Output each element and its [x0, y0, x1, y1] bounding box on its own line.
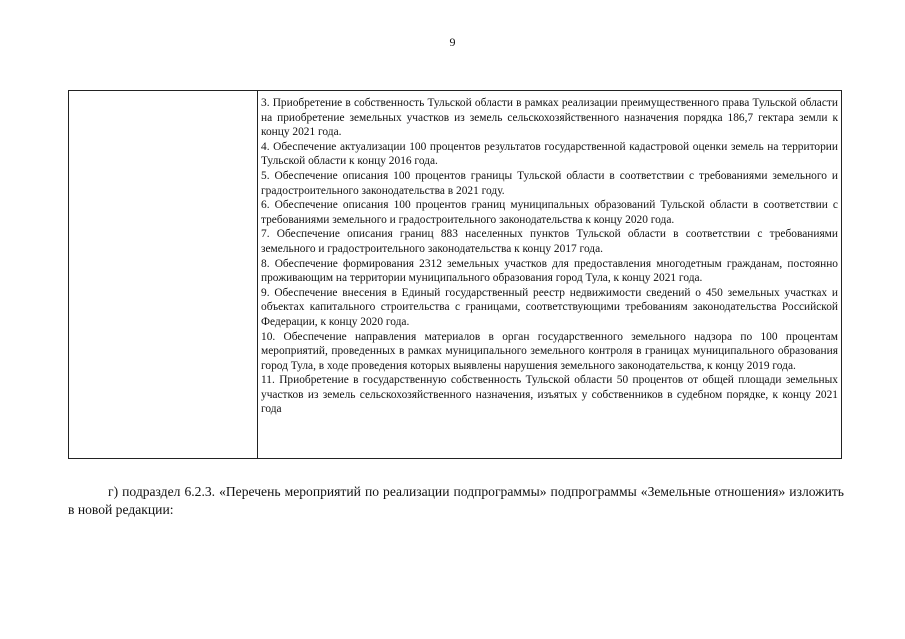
list-item: 11. Приобретение в государственную собственность Тульской области 50 процентов от общей площади земельных участков из земель сельскохозяйственного назначения, изъятых у собственников в судебном порядке, к концу 2021 года: [261, 374, 838, 416]
list-item: 4. Обеспечение актуализации 100 процентов результатов государственной кадастровой оценки земель на территории Тульской области к концу 2016 года.: [261, 140, 838, 168]
table-left-cell: [69, 91, 258, 458]
list-item: 9. Обеспечение внесения в Единый государственный реестр недвижимости сведений о 450 земельных участках и объектах капитального строительства с границами, соответствующими требованиям законодательства Российской Федерации, к концу 2020 года.: [261, 286, 838, 328]
list-item: 6. Обеспечение описания 100 процентов границ муниципальных образований Тульской области в соответствии с требованиями земельного и градостроительного законодательства к концу 2020 года.: [261, 199, 838, 226]
table-right-cell: [258, 91, 841, 458]
body-paragraph: г) подраздел 6.2.3. «Перечень мероприятий по реализации подпрограммы» подпрограммы «Земельные отношения» изложить в новой редакции:: [68, 484, 844, 517]
list-item: 8. Обеспечение формирования 2312 земельных участков для предоставления многодетным гражданам, постоянно проживающим на территории муниципального образования город Тула, к концу 2021 года.: [261, 257, 838, 285]
list-item: 5. Обеспечение описания 100 процентов границы Тульской области в соответствии с требованиями земельного и градостроительного законодательства в 2021 году.: [261, 169, 838, 197]
results-table: [68, 90, 842, 459]
list-item: 10. Обеспечение направления материалов в орган государственного земельного надзора по 100 процентам мероприятий, проведенных в рамках муниципального земельного контроля в границах муниципального образования город Тула, в ходе проведения которых выявлены нарушения земельного законодательства, к концу 2019 года.: [261, 330, 838, 372]
page-number: 9: [449, 35, 456, 49]
list-item: 3. Приобретение в собственность Тульской области в рамках реализации преимущественного права Тульской области на приобретение земельных участков из земель сельскохозяйственного назначения порядка 186,7 гектара земли к концу 2021 года.: [261, 97, 838, 139]
list-item: 7. Обеспечение описания границ 883 населенных пунктов Тульской области в соответствии с требованиями земельного и градостроительного законодательства к концу 2017 года.: [261, 228, 838, 255]
